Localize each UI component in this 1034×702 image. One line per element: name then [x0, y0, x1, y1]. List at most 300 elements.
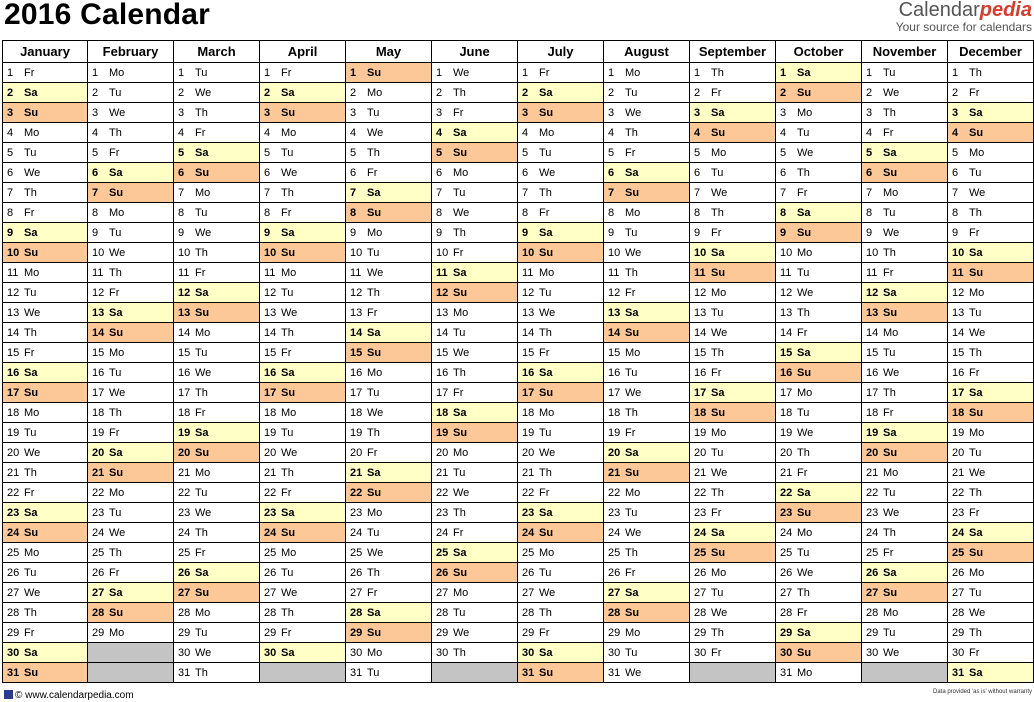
day-row: [3, 323, 1034, 343]
day-cell: [948, 283, 1034, 303]
weekday-label: Su: [711, 266, 726, 279]
weekday-label: Tu: [195, 486, 208, 499]
day-cell: [3, 123, 88, 143]
day-number: 4: [780, 126, 787, 139]
day-number: 26: [780, 566, 793, 579]
day-number: 20: [92, 446, 105, 459]
day-cell: [260, 323, 346, 343]
day-cell: [604, 403, 690, 423]
day-number: 16: [608, 366, 621, 379]
day-cell: [174, 583, 260, 603]
day-number: 21: [780, 466, 793, 479]
day-number: 10: [92, 246, 105, 259]
day-cell: [174, 203, 260, 223]
weekday-label: Mo: [453, 586, 469, 599]
day-cell: [174, 163, 260, 183]
weekday-label: We: [367, 546, 384, 559]
day-number: 7: [92, 186, 99, 199]
day-cell: [604, 283, 690, 303]
weekday-label: Su: [109, 186, 124, 199]
weekday-label: Fr: [969, 506, 980, 519]
day-cell: [862, 443, 948, 463]
weekday-label: Fr: [711, 226, 722, 239]
day-cell: [3, 363, 88, 383]
weekday-label: Mo: [797, 526, 813, 539]
day-number: 5: [92, 146, 99, 159]
day-number: 21: [7, 466, 20, 479]
day-number: 12: [780, 286, 793, 299]
day-number: 28: [178, 606, 191, 619]
weekday-label: Mo: [797, 386, 813, 399]
day-cell: [948, 323, 1034, 343]
weekday-label: Mo: [109, 626, 125, 639]
day-cell: [432, 283, 518, 303]
weekday-label: Tu: [453, 326, 466, 339]
day-cell: [862, 543, 948, 563]
day-cell: [260, 583, 346, 603]
day-number: 17: [608, 386, 621, 399]
empty-cell: [260, 663, 346, 683]
day-cell: [948, 443, 1034, 463]
day-number: 20: [350, 446, 363, 459]
day-number: 26: [436, 566, 449, 579]
weekday-label: Su: [453, 426, 468, 439]
day-cell: [776, 623, 862, 643]
day-number: 25: [780, 546, 793, 559]
day-cell: [604, 423, 690, 443]
day-cell: [776, 303, 862, 323]
day-number: 24: [952, 526, 965, 539]
weekday-label: Tu: [625, 506, 638, 519]
day-cell: [3, 663, 88, 683]
day-row: [3, 63, 1034, 83]
day-number: 17: [866, 386, 879, 399]
weekday-label: We: [711, 606, 728, 619]
day-number: 11: [92, 266, 104, 279]
weekday-label: Sa: [625, 306, 639, 319]
day-number: 28: [694, 606, 707, 619]
weekday-label: Tu: [711, 446, 724, 459]
day-number: 28: [436, 606, 449, 619]
weekday-label: We: [195, 86, 212, 99]
day-number: 25: [92, 546, 105, 559]
weekday-label: We: [539, 306, 556, 319]
weekday-label: Fr: [453, 106, 464, 119]
day-cell: [604, 303, 690, 323]
day-number: 11: [178, 266, 190, 279]
day-cell: [604, 443, 690, 463]
weekday-label: We: [883, 86, 900, 99]
day-cell: [3, 343, 88, 363]
day-cell: [776, 243, 862, 263]
weekday-label: Mo: [109, 346, 125, 359]
weekday-label: Th: [711, 346, 724, 359]
weekday-label: Tu: [281, 146, 294, 159]
weekday-label: Th: [969, 486, 982, 499]
weekday-label: Sa: [281, 506, 295, 519]
day-number: 17: [522, 386, 535, 399]
day-cell: [260, 243, 346, 263]
weekday-label: Mo: [969, 286, 985, 299]
day-number: 24: [694, 526, 707, 539]
weekday-label: Sa: [24, 646, 38, 659]
day-number: 23: [522, 506, 535, 519]
weekday-label: Su: [281, 386, 296, 399]
weekday-label: Su: [195, 306, 210, 319]
weekday-label: Th: [453, 366, 466, 379]
day-number: 7: [694, 186, 701, 199]
day-cell: [604, 183, 690, 203]
day-number: 4: [264, 126, 271, 139]
day-cell: [3, 63, 88, 83]
day-number: 5: [608, 146, 615, 159]
weekday-label: Sa: [883, 426, 897, 439]
weekday-label: Sa: [539, 366, 553, 379]
day-number: 13: [522, 306, 535, 319]
weekday-label: Su: [281, 526, 296, 539]
weekday-label: Fr: [969, 226, 980, 239]
day-number: 10: [350, 246, 363, 259]
day-cell: [776, 343, 862, 363]
weekday-label: Tu: [367, 106, 380, 119]
day-number: 7: [952, 186, 959, 199]
day-number: 11: [952, 266, 964, 279]
day-cell: [862, 383, 948, 403]
day-cell: [260, 643, 346, 663]
day-cell: [776, 523, 862, 543]
day-number: 18: [694, 406, 707, 419]
day-cell: [948, 123, 1034, 143]
day-number: 10: [436, 246, 449, 259]
day-number: 15: [92, 346, 105, 359]
weekday-label: We: [797, 426, 814, 439]
day-cell: [604, 563, 690, 583]
day-number: 29: [350, 626, 363, 639]
day-number: 1: [178, 66, 185, 79]
day-cell: [432, 343, 518, 363]
weekday-label: Tu: [453, 606, 466, 619]
day-cell: [174, 63, 260, 83]
day-cell: [862, 163, 948, 183]
weekday-label: Sa: [453, 266, 467, 279]
weekday-label: Sa: [109, 446, 123, 459]
day-number: 2: [264, 86, 271, 99]
footer-credit[interactable]: [4, 690, 134, 701]
day-number: 29: [952, 626, 965, 639]
month-header: July: [518, 41, 604, 63]
day-number: 27: [436, 586, 449, 599]
day-number: 11: [264, 266, 276, 279]
day-number: 23: [952, 506, 965, 519]
day-cell: [174, 563, 260, 583]
day-cell: [518, 663, 604, 683]
day-cell: [948, 463, 1034, 483]
day-cell: [3, 463, 88, 483]
weekday-label: Tu: [367, 386, 380, 399]
day-cell: [690, 403, 776, 423]
day-cell: [174, 123, 260, 143]
day-cell: [862, 283, 948, 303]
weekday-label: Fr: [883, 266, 894, 279]
weekday-label: Fr: [625, 286, 636, 299]
day-number: 13: [92, 306, 105, 319]
day-cell: [604, 523, 690, 543]
day-number: 14: [178, 326, 191, 339]
day-number: 29: [92, 626, 105, 639]
weekday-label: Su: [367, 626, 382, 639]
day-cell: [260, 443, 346, 463]
weekday-label: Sa: [539, 226, 553, 239]
day-cell: [862, 263, 948, 283]
day-number: 1: [264, 66, 271, 79]
day-number: 8: [952, 206, 959, 219]
day-number: 29: [178, 626, 191, 639]
weekday-label: Th: [625, 546, 638, 559]
day-number: 8: [92, 206, 99, 219]
weekday-label: Su: [24, 106, 39, 119]
weekday-label: Th: [969, 346, 982, 359]
day-cell: [260, 123, 346, 143]
weekday-label: Fr: [539, 206, 550, 219]
weekday-label: We: [969, 606, 986, 619]
day-number: 6: [350, 166, 357, 179]
day-cell: [776, 83, 862, 103]
day-number: 16: [522, 366, 535, 379]
day-number: 17: [694, 386, 707, 399]
day-number: 5: [522, 146, 529, 159]
weekday-label: Th: [453, 506, 466, 519]
weekday-label: Th: [195, 246, 208, 259]
weekday-label: Sa: [195, 566, 209, 579]
weekday-label: We: [195, 506, 212, 519]
day-number: 4: [436, 126, 443, 139]
day-number: 20: [436, 446, 449, 459]
day-number: 9: [694, 226, 701, 239]
weekday-label: Th: [625, 406, 638, 419]
day-number: 23: [92, 506, 105, 519]
day-number: 10: [866, 246, 879, 259]
day-cell: [948, 103, 1034, 123]
day-number: 17: [7, 386, 20, 399]
weekday-label: Tu: [883, 626, 896, 639]
day-cell: [604, 163, 690, 183]
day-number: 27: [608, 586, 621, 599]
day-number: 1: [952, 66, 959, 79]
weekday-label: Su: [281, 106, 296, 119]
day-number: 29: [522, 626, 535, 639]
day-number: 14: [436, 326, 449, 339]
weekday-label: Mo: [883, 186, 899, 199]
day-cell: [260, 63, 346, 83]
weekday-label: We: [24, 306, 41, 319]
weekday-label: Mo: [367, 226, 383, 239]
day-cell: [174, 363, 260, 383]
day-number: 8: [866, 206, 873, 219]
day-cell: [174, 463, 260, 483]
day-cell: [174, 663, 260, 683]
day-cell: [776, 503, 862, 523]
logo-accent-text: pedia: [979, 0, 1032, 21]
day-number: 9: [608, 226, 615, 239]
day-number: 9: [92, 226, 99, 239]
day-cell: [174, 443, 260, 463]
day-cell: [690, 323, 776, 343]
day-cell: [3, 563, 88, 583]
day-cell: [518, 63, 604, 83]
day-number: 5: [866, 146, 873, 159]
weekday-label: Fr: [195, 546, 206, 559]
weekday-label: Tu: [453, 186, 466, 199]
day-number: 19: [7, 426, 20, 439]
day-row: [3, 183, 1034, 203]
day-number: 25: [952, 546, 965, 559]
day-number: 14: [7, 326, 20, 339]
day-number: 22: [608, 486, 621, 499]
weekday-label: Su: [453, 566, 468, 579]
weekday-label: Th: [281, 606, 294, 619]
day-number: 14: [350, 326, 363, 339]
weekday-label: Mo: [625, 626, 641, 639]
weekday-label: Su: [24, 526, 39, 539]
day-number: 19: [436, 426, 449, 439]
day-number: 26: [952, 566, 965, 579]
day-row: [3, 163, 1034, 183]
day-cell: [862, 503, 948, 523]
day-cell: [948, 503, 1034, 523]
weekday-label: Fr: [109, 146, 120, 159]
day-cell: [862, 63, 948, 83]
day-number: 20: [608, 446, 621, 459]
calendarpedia-logo[interactable]: [896, 0, 1032, 34]
day-number: 3: [178, 106, 185, 119]
day-number: 14: [92, 326, 105, 339]
day-number: 22: [350, 486, 363, 499]
day-cell: [948, 423, 1034, 443]
weekday-label: Su: [367, 66, 382, 79]
day-cell: [3, 543, 88, 563]
day-cell: [88, 463, 174, 483]
day-number: 16: [264, 366, 277, 379]
empty-cell: [88, 643, 174, 663]
day-number: 17: [178, 386, 191, 399]
weekday-label: Mo: [453, 166, 469, 179]
weekday-label: Fr: [109, 426, 120, 439]
weekday-label: Mo: [24, 126, 40, 139]
day-cell: [174, 483, 260, 503]
day-cell: [88, 603, 174, 623]
weekday-label: Tu: [625, 366, 638, 379]
weekday-label: Sa: [969, 666, 983, 679]
day-cell: [776, 103, 862, 123]
day-number: 7: [866, 186, 873, 199]
weekday-label: Mo: [625, 346, 641, 359]
day-cell: [690, 103, 776, 123]
day-cell: [88, 123, 174, 143]
day-cell: [88, 563, 174, 583]
month-header: February: [88, 41, 174, 63]
day-number: 6: [866, 166, 873, 179]
day-cell: [432, 443, 518, 463]
day-number: 11: [694, 266, 706, 279]
day-cell: [432, 523, 518, 543]
day-cell: [432, 83, 518, 103]
day-cell: [260, 363, 346, 383]
day-number: 4: [952, 126, 959, 139]
day-number: 1: [7, 66, 14, 79]
day-cell: [690, 443, 776, 463]
day-cell: [3, 423, 88, 443]
day-number: 19: [866, 426, 879, 439]
day-cell: [88, 543, 174, 563]
day-cell: [3, 163, 88, 183]
day-cell: [432, 643, 518, 663]
day-cell: [260, 343, 346, 363]
weekday-label: We: [109, 106, 126, 119]
day-number: 24: [92, 526, 105, 539]
day-number: 3: [608, 106, 615, 119]
day-cell: [346, 183, 432, 203]
day-cell: [174, 263, 260, 283]
day-cell: [862, 123, 948, 143]
weekday-label: Th: [453, 646, 466, 659]
day-cell: [432, 143, 518, 163]
weekday-label: We: [24, 166, 41, 179]
day-number: 10: [264, 246, 277, 259]
day-cell: [432, 483, 518, 503]
day-row: [3, 403, 1034, 423]
day-number: 28: [866, 606, 879, 619]
day-number: 28: [264, 606, 277, 619]
day-number: 13: [780, 306, 793, 319]
weekday-label: Mo: [711, 146, 727, 159]
day-number: 22: [866, 486, 879, 499]
day-number: 30: [522, 646, 535, 659]
weekday-label: Fr: [453, 526, 464, 539]
weekday-label: Sa: [367, 606, 381, 619]
day-cell: [776, 63, 862, 83]
day-row: [3, 223, 1034, 243]
weekday-label: Th: [453, 86, 466, 99]
day-cell: [346, 423, 432, 443]
day-cell: [862, 523, 948, 543]
day-number: 21: [522, 466, 535, 479]
day-number: 19: [264, 426, 277, 439]
day-cell: [776, 663, 862, 683]
day-number: 12: [522, 286, 535, 299]
weekday-label: We: [24, 586, 41, 599]
page-title: 2016 Calendar: [4, 0, 211, 31]
day-number: 27: [264, 586, 277, 599]
weekday-label: Sa: [797, 206, 811, 219]
day-number: 13: [608, 306, 621, 319]
weekday-label: Su: [24, 666, 39, 679]
day-number: 17: [264, 386, 277, 399]
day-row: [3, 483, 1034, 503]
day-number: 20: [780, 446, 793, 459]
day-number: 15: [522, 346, 535, 359]
weekday-label: Th: [195, 526, 208, 539]
day-row: [3, 603, 1034, 623]
day-number: 25: [264, 546, 277, 559]
day-number: 18: [436, 406, 449, 419]
day-cell: [518, 443, 604, 463]
weekday-label: Th: [281, 186, 294, 199]
day-number: 31: [780, 666, 793, 679]
weekday-label: Su: [539, 246, 554, 259]
day-number: 28: [522, 606, 535, 619]
weekday-label: Su: [109, 326, 124, 339]
weekday-label: We: [625, 246, 642, 259]
